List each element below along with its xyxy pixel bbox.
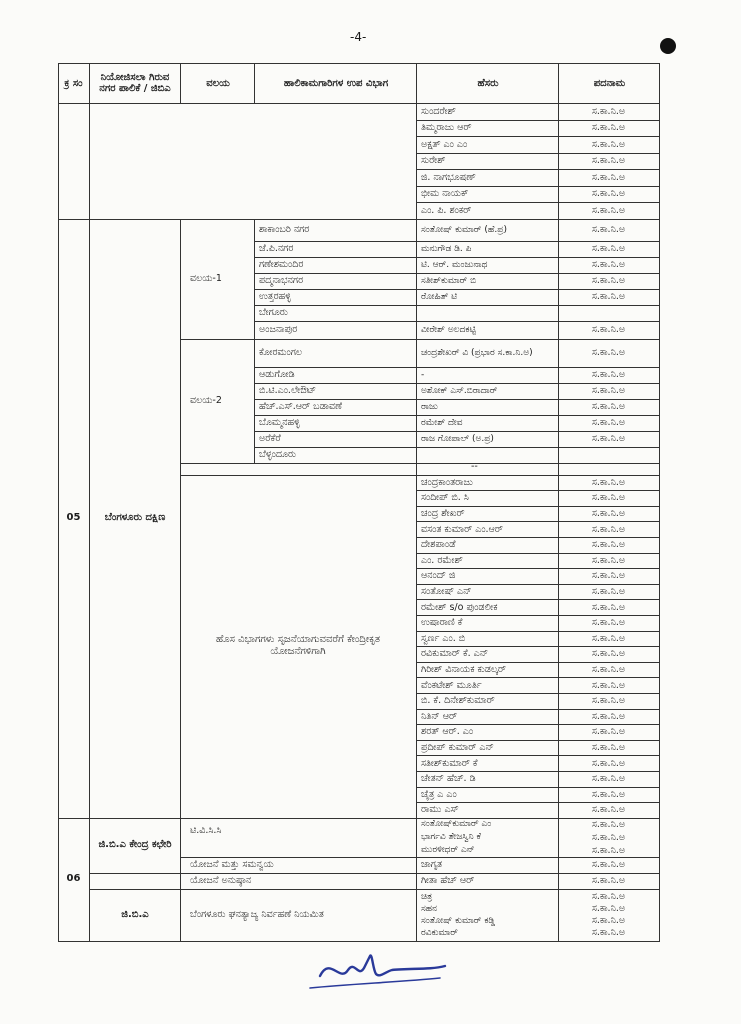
dashes-separator [471, 461, 501, 473]
name-cell [421, 415, 559, 431]
table-rule [254, 63, 255, 103]
name-cell-text: ಸುರೇಶ್ [421, 155, 446, 167]
table-rule [58, 63, 59, 942]
designation-cell-text: ಸ.ಕಾ.ನಿ.ಅ [591, 507, 626, 519]
name-cell-text: ಸುಂದರೇಶ್ [421, 105, 456, 117]
designation-cell [558, 662, 659, 678]
name-cell [421, 631, 559, 647]
name-cell-text: ಟಿ. ಆರ್. ಮಂಜುನಾಥ [421, 259, 488, 270]
assignment-table [58, 63, 659, 939]
designation-cell [558, 553, 659, 569]
name-cell-text: ಮುರಳೀಧರ್ ಎನ್ [421, 845, 475, 856]
designation-cell-text: ಸ.ಕಾ.ನಿ.ಅ [591, 617, 626, 629]
designation-cell [558, 755, 659, 771]
name-cell [421, 787, 559, 803]
name-cell [421, 219, 559, 241]
designation-cell [558, 103, 659, 120]
zone-2-label-text: ವಲಯ-2 [190, 395, 222, 406]
name-cell-text: ವಸಂತ ಕುಮಾರ್ ಎಂ.ಆರ್ [421, 523, 503, 535]
designation-cell-text: ಸ.ಕಾ.ನಿ.ಅ [591, 275, 626, 286]
designation-cell [558, 831, 659, 844]
designation-cell-text: ಸ.ಕಾ.ನಿ.ಅ [591, 915, 626, 927]
name-cell-text: ರಮೇಶ್ ದೇವ [421, 417, 463, 428]
subdivision-cell [259, 273, 414, 289]
name-cell-text: ಬಿ. ಕೆ. ದಿನೇಶ್‌ಕುಮಾರ್ [421, 695, 495, 707]
name-cell [421, 103, 559, 120]
designation-cell-text: ಸ.ಕಾ.ನಿ.ಅ [591, 347, 626, 358]
table-rule [416, 63, 417, 942]
name-cell [421, 273, 559, 289]
designation-cell-text: ಸ.ಕಾ.ನಿ.ಅ [591, 818, 626, 830]
designation-cell-text: ಸ.ಕಾ.ನಿ.ಅ [591, 539, 626, 551]
name-cell [421, 506, 559, 522]
designation-cell-text: ಸ.ಕಾ.ನಿ.ಅ [591, 554, 626, 566]
designation-cell-text: ಸ.ಕಾ.ನಿ.ಅ [591, 773, 626, 785]
name-cell-text: ಶರತ್ ಆರ್. ಎಂ [421, 726, 474, 738]
name-cell [421, 241, 559, 257]
designation-cell [558, 646, 659, 662]
designation-cell [558, 709, 659, 725]
subdivision-cell-text: ಶಾಕಾಂಬರಿ ನಗರ [259, 224, 310, 235]
name-cell-text: ಚಿತ್ರ [421, 891, 433, 902]
name-cell-text: ಸಂದೀಪ್ ಬಿ. ಸಿ [421, 492, 469, 504]
designation-cell [558, 891, 659, 903]
name-cell [421, 186, 559, 203]
designation-cell-text: ಸ.ಕಾ.ನಿ.ಅ [591, 417, 626, 428]
designation-cell [558, 289, 659, 305]
new-divisions-label [188, 475, 408, 818]
name-cell-text: ಸತೀಶ್‌ಕುಮಾರ್ ಕೆ [421, 757, 478, 769]
designation-cell-text: ಸ.ಕಾ.ನಿ.ಅ [591, 927, 626, 939]
name-cell-text: ರಾಜು [421, 401, 438, 412]
section-05-corporation-text: ಬೆಂಗಳೂರು ದಕ್ಷಿಣ [104, 512, 166, 524]
table-rule [659, 63, 660, 942]
name-cell-text: ಜಾಗೃತ [421, 859, 443, 871]
designation-cell-text: ಸ.ಕಾ.ನಿ.ಅ [591, 369, 626, 380]
designation-cell [558, 873, 659, 889]
designation-cell [558, 367, 659, 383]
header-name [418, 65, 558, 101]
designation-cell-text: ಸ.ಕಾ.ನಿ.ಅ [591, 259, 626, 270]
subdivision-cell-text: ಪದ್ಮನಾಭನಗರ [259, 275, 304, 286]
designation-cell [558, 771, 659, 787]
name-cell-text: ಸಹನ [421, 903, 438, 914]
name-cell [421, 599, 559, 615]
name-cell-text: ರಮೇಶ್ s/o ಪುಂಡಲೀಕ [421, 601, 498, 613]
section-05-number-text: 05 [66, 512, 81, 524]
designation-cell-text: ಸ.ಕಾ.ನಿ.ಅ [591, 204, 626, 216]
name-cell [421, 475, 559, 491]
name-cell [421, 662, 559, 678]
name-cell [421, 202, 559, 219]
designation-cell-text: ಸ.ಕಾ.ನಿ.ಅ [591, 570, 626, 582]
designation-cell-text: ಸ.ಕಾ.ನಿ.ಅ [591, 632, 626, 644]
name-cell [421, 693, 559, 709]
designation-cell [558, 219, 659, 241]
designation-cell [558, 787, 659, 803]
table-rule [89, 63, 90, 942]
name-cell [421, 709, 559, 725]
signature [300, 948, 450, 993]
name-cell-text: ಸ್ವರ್ಣ ಎಂ. ಬಿ [421, 632, 466, 644]
section-06-corporation-1-text: ಜಿ.ಬಿ.ಎ ಕೇಂದ್ರ ಕಛೇರಿ [98, 839, 172, 851]
designation-cell [558, 153, 659, 170]
designation-cell-text: ಸ.ಕಾ.ನಿ.ಅ [591, 601, 626, 613]
name-cell [421, 367, 559, 383]
new-divisions-label-text: ಹೊಸ ವಿಭಾಗಗಳು ಸೃಜನೆಯಾಗುವವರೆಗೆ ಕೇಂದ್ರೀಕೃತ ಯೋಜನೆಗಳಿಗಾಗಿ [215, 634, 381, 658]
name-cell-text: ಪ್ರದೀಪ್ ಕುಮಾರ್ ಎನ್ [421, 741, 494, 753]
tvcc-label-text: ಟಿ.ವಿ.ಸಿ.ಸಿ [190, 825, 222, 837]
designation-cell-text: ಸ.ಕಾ.ನಿ.ಅ [591, 492, 626, 504]
designation-cell-text: ಸ.ಕಾ.ನಿ.ಅ [591, 741, 626, 753]
designation-cell [558, 631, 659, 647]
name-cell-text: ಭಾರ್ಗವಿ ತೇಜಸ್ವಿನಿ ಕೆ [421, 832, 481, 843]
designation-cell-text: ಸ.ಕಾ.ನಿ.ಅ [591, 433, 626, 444]
name-cell-text: - [421, 369, 425, 380]
designation-cell [558, 915, 659, 927]
name-cell-text: ವೆಂಕಟೇಶ್ ಮೂರ್ತಿ [421, 679, 482, 691]
designation-cell-text: ಸ.ಕಾ.ನಿ.ಅ [591, 831, 626, 843]
name-cell-text: ಸತೀಶ್‌ಕುಮಾರ್ ಬಿ [421, 275, 477, 286]
subdivision-cell-text: ಜೆ.ಪಿ.ನಗರ [259, 243, 294, 254]
subdivision-cell [259, 305, 414, 321]
designation-cell [558, 802, 659, 818]
section-06-number [58, 818, 89, 941]
designation-cell [558, 202, 659, 219]
name-cell [421, 818, 559, 831]
subdivision-cell-text: ಬಿ.ಟಿ.ಎಂ.ಲೇಔಟ್ [259, 385, 317, 396]
header-name-text: ಹೆಸರು [477, 77, 499, 89]
name-cell [421, 339, 559, 367]
name-cell [421, 646, 559, 662]
name-cell-text: ರಾಜ ಗೋಪಾಲ್ (ಅ.ಪ್ರ) [421, 433, 494, 444]
designation-cell [558, 521, 659, 537]
name-cell [421, 169, 559, 186]
planning-label [190, 857, 420, 873]
name-cell [421, 399, 559, 415]
designation-cell [558, 740, 659, 756]
designation-cell-text: ಸ.ಕಾ.ನಿ.ಅ [591, 804, 626, 816]
designation-cell-text: ಸ.ಕಾ.ನಿ.ಅ [591, 188, 626, 200]
planning-label-text: ಯೋಜನೆ ಮತ್ತು ಸಮನ್ವಯ [190, 859, 274, 871]
designation-cell [558, 844, 659, 857]
name-cell-text: ಎಂ. ಪಿ. ಶಂಕರ್ [421, 204, 472, 216]
subdivision-cell-text: ಗಣೇಶಮಂದಿರ [259, 259, 304, 270]
name-cell [421, 857, 559, 873]
designation-cell [558, 273, 659, 289]
section-05-number [58, 219, 89, 818]
name-cell-text: ರವಿಕುಮಾರ್ ಕೆ. ಎನ್ [421, 648, 489, 660]
header-zone [182, 65, 254, 101]
header-subdivision-text: ಹಾಲಿಕಾಮಗಾರಿಗಳ ಉಪ ವಿಭಾಗ [283, 77, 389, 89]
table-rule [180, 63, 181, 103]
subdivision-cell [259, 383, 414, 399]
subdivision-cell [259, 415, 414, 431]
name-cell-text: ಸಂತೋಷ್‌ಕುಮಾರ್ ಎಂ [421, 819, 492, 830]
name-cell [421, 740, 559, 756]
designation-cell-text: ಸ.ಕಾ.ನಿ.ಅ [591, 224, 626, 235]
header-corporation-text: ನಿಯೋಜಿಸಲಾ ಗಿರುವ ನಗರ ಪಾಲಿಕೆ / ಜಿಬಿಎ [99, 72, 171, 94]
page-number: -4- [350, 30, 367, 44]
name-cell-text: ರೋಹಿತ್ ಟಿ [421, 291, 458, 302]
name-cell [421, 383, 559, 399]
table-rule [58, 941, 659, 942]
name-cell [421, 802, 559, 818]
tvcc-label [190, 818, 350, 844]
designation-cell-text: ಸ.ಕಾ.ನಿ.ಅ [591, 138, 626, 150]
designation-cell [558, 693, 659, 709]
name-cell [421, 584, 559, 600]
section-06-corporation-2 [93, 889, 177, 941]
designation-cell-text: ಸ.ಕಾ.ನಿ.ಅ [591, 523, 626, 535]
designation-cell [558, 568, 659, 584]
name-cell [421, 136, 559, 153]
name-cell-text: ಅಕ್ಷತ್ ಎಂ ಎಂ [421, 138, 468, 150]
name-cell-text: ಸಂತೋಷ್ ಎನ್ [421, 585, 472, 597]
name-cell-text: ಚಂದ್ರಶೇಖರ್ ವಿ (ಪ್ರಭಾರ ಸ.ಕಾ.ನಿ.ಅ) [421, 347, 533, 358]
subdivision-cell [259, 339, 414, 367]
header-designation-text: ಪದನಾಮ [593, 77, 626, 89]
designation-cell-text: ಸ.ಕಾ.ನಿ.ಅ [591, 663, 626, 675]
header-sl-no [60, 65, 87, 101]
name-cell-text: ಚೈತ್ರ ಎ ಎಂ [421, 788, 457, 800]
name-cell-text: ನಿತಿನ್ ಆರ್ [421, 710, 458, 722]
name-cell [421, 321, 559, 339]
designation-cell-text: ಸ.ಕಾ.ನಿ.ಅ [591, 695, 626, 707]
name-cell [421, 891, 559, 903]
designation-cell-text: ಸ.ಕಾ.ನಿ.ಅ [591, 903, 626, 915]
name-cell-text: ಅಶೋಕ್ ಎಸ್.ಬಿರಾದಾರ್ [421, 385, 498, 396]
subdivision-cell-text: ಹೆಚ್.ಎಸ್.ಆರ್ ಬಡಾವಣೆ [259, 401, 343, 412]
designation-cell-text: ಸ.ಕಾ.ನಿ.ಅ [591, 476, 626, 488]
subdivision-cell-text: ಕೋರಮಂಗಲ [259, 347, 303, 358]
punch-hole-mark [660, 38, 676, 54]
designation-cell [558, 383, 659, 399]
designation-cell-text: ಸ.ಕಾ.ನಿ.ಅ [591, 171, 626, 183]
name-cell-text: ರವಿಕುಮಾರ್ [421, 927, 458, 938]
subdivision-cell [259, 447, 414, 463]
zone-2-label [190, 339, 260, 463]
designation-cell-text: ಸ.ಕಾ.ನಿ.ಅ [591, 875, 626, 887]
name-cell [421, 120, 559, 137]
subdivision-cell [259, 257, 414, 273]
name-cell [421, 771, 559, 787]
name-cell [421, 431, 559, 447]
designation-cell-text: ಸ.ಕಾ.ನಿ.ಅ [591, 585, 626, 597]
name-cell [421, 831, 559, 844]
designation-cell [558, 537, 659, 553]
name-cell [421, 153, 559, 170]
section-06-corporation-2-text: ಜಿ.ಬಿ.ಎ [121, 908, 149, 920]
designation-cell [558, 169, 659, 186]
designation-cell [558, 506, 659, 522]
designation-cell-text: ಸ.ಕಾ.ನಿ.ಅ [591, 859, 626, 871]
designation-cell [558, 599, 659, 615]
designation-cell-text: ಸ.ಕಾ.ನಿ.ಅ [591, 324, 626, 335]
header-zone-text: ವಲಯ [206, 77, 230, 89]
name-cell-text: ರಾಮು ಎಸ್ [421, 804, 459, 816]
name-cell-text: ಮನುಗೌಡ ಡಿ. ಪಿ [421, 243, 472, 254]
designation-cell-text: ಸ.ಕಾ.ನಿ.ಅ [591, 243, 626, 254]
designation-cell [558, 490, 659, 506]
designation-cell [558, 857, 659, 873]
name-cell-text: ತಿಮ್ಮರಾಜು ಆರ್ [421, 122, 472, 134]
subdivision-cell-text: ಉತ್ತರಹಳ್ಳಿ [259, 291, 292, 302]
designation-cell [558, 903, 659, 915]
name-cell-text: ಜಿ. ನಾಗಭೂಷಣ್ [421, 171, 476, 183]
name-cell-text: ಗಿರೀಶ್ ವಿನಾಯಕ ಕುಡಲ್ಕರ್ [421, 663, 506, 675]
name-cell [421, 553, 559, 569]
name-cell-text: ಚಂದ್ರ ಶೇಖರ್ [421, 507, 465, 519]
subdivision-cell-text: ಅರೆಕೆರೆ [259, 433, 281, 444]
designation-cell-text: ಸ.ಕಾ.ನಿ.ಅ [591, 401, 626, 412]
designation-cell-text: ಸ.ಕಾ.ನಿ.ಅ [591, 844, 626, 856]
subdivision-cell [259, 241, 414, 257]
subdivision-cell [259, 219, 414, 241]
designation-cell-text: ಸ.ಕಾ.ನಿ.ಅ [591, 122, 626, 134]
plan-impl-label-text: ಯೋಜನೆ ಅನುಷ್ಠಾನ [190, 875, 252, 887]
name-cell [421, 903, 559, 915]
designation-cell [558, 927, 659, 939]
dashes-separator-text: -- [471, 461, 478, 472]
section-06-corporation-1 [93, 818, 177, 873]
designation-cell [558, 818, 659, 831]
subdivision-cell [259, 321, 414, 339]
table-rule [180, 463, 659, 464]
name-cell-text: ಸಂತೋಷ್ ಕುಮಾರ್ ಕಡ್ಡಿ [421, 915, 496, 926]
name-cell [421, 755, 559, 771]
designation-cell-text: ಸ.ಕಾ.ನಿ.ಅ [591, 710, 626, 722]
name-cell-text: ವೀರೇಶ್ ಅಲದಕಟ್ಟಿ [421, 324, 476, 335]
name-cell-text: ಎಂ. ರಮೇಶ್ [421, 554, 463, 566]
name-cell-text: ದೇಶಪಾಂಡೆ [421, 539, 456, 551]
designation-cell-text: ಸ.ಕಾ.ನಿ.ಅ [591, 291, 626, 302]
designation-cell-text: ಸ.ಕಾ.ನಿ.ಅ [591, 648, 626, 660]
designation-cell [558, 321, 659, 339]
designation-cell [558, 186, 659, 203]
table-rule [180, 219, 181, 942]
name-cell [421, 257, 559, 273]
header-subdivision [256, 65, 416, 101]
designation-cell [558, 475, 659, 491]
name-cell [421, 915, 559, 927]
name-cell-text: ಭೀಮ ನಾಯಕ್ [421, 188, 469, 200]
table-rule [558, 63, 559, 942]
designation-cell-text: ಸ.ಕಾ.ನಿ.ಅ [591, 891, 626, 903]
designation-cell [558, 724, 659, 740]
name-cell-text: ಉಷಾರಾಣಿ ಕೆ [421, 617, 463, 629]
name-cell-text: ಚಂದ್ರಕಾಂತರಾಜು [421, 476, 473, 488]
name-cell [421, 289, 559, 305]
name-cell-text: ಸಂತೋಷ್ ಕುಮಾರ್ (ಹೆ.ಪ್ರ) [421, 224, 507, 235]
name-cell [421, 521, 559, 537]
designation-cell [558, 615, 659, 631]
designation-cell [558, 431, 659, 447]
designation-cell [558, 257, 659, 273]
header-designation [560, 65, 659, 101]
name-cell [421, 490, 559, 506]
name-cell [421, 537, 559, 553]
designation-cell [558, 677, 659, 693]
name-cell [421, 677, 559, 693]
name-cell [421, 305, 559, 321]
name-cell [421, 844, 559, 857]
name-cell [421, 873, 559, 889]
name-cell-text: ಚೇತನ್ ಹೆಚ್. ಡಿ [421, 773, 476, 785]
designation-cell [558, 136, 659, 153]
designation-cell-text: ಸ.ಕಾ.ನಿ.ಅ [591, 788, 626, 800]
designation-cell-text: ಸ.ಕಾ.ನಿ.ಅ [591, 105, 626, 117]
name-cell-text: ಆನಂದ್ ಜಿ [421, 570, 456, 582]
bswml-label [190, 889, 420, 941]
designation-cell [558, 120, 659, 137]
name-cell [421, 927, 559, 939]
header-sl-no-text: ಕ್ರ ಸಂ [64, 77, 83, 89]
subdivision-cell [259, 367, 414, 383]
name-cell [421, 724, 559, 740]
subdivision-cell-text: ಬೆಳ್ಳಂದೂರು [259, 449, 297, 460]
designation-cell-text: ಸ.ಕಾ.ನಿ.ಅ [591, 757, 626, 769]
subdivision-cell-text: ಆಡುಗೋಡಿ [259, 369, 295, 380]
designation-cell [558, 339, 659, 367]
designation-cell-text: ಸ.ಕಾ.ನಿ.ಅ [591, 155, 626, 167]
plan-impl-label [190, 873, 420, 889]
table-rule [254, 219, 255, 463]
section-05-corporation [93, 219, 177, 818]
subdivision-cell [259, 399, 414, 415]
designation-cell-text: ಸ.ಕಾ.ನಿ.ಅ [591, 385, 626, 396]
subdivision-cell-text: ಬೊಮ್ಮನಹಳ್ಳಿ [259, 417, 300, 428]
designation-cell [558, 399, 659, 415]
header-corporation [91, 65, 179, 101]
designation-cell-text: ಸ.ಕಾ.ನಿ.ಅ [591, 679, 626, 691]
zone-1-label-text: ವಲಯ-1 [190, 273, 222, 284]
subdivision-cell-text: ಬೇಗೂರು [259, 307, 288, 318]
name-cell [421, 615, 559, 631]
designation-cell [558, 241, 659, 257]
subdivision-cell [259, 431, 414, 447]
name-cell [421, 568, 559, 584]
zone-1-label [190, 219, 260, 339]
table-rule [58, 63, 659, 64]
subdivision-cell-text: ಅಂಜನಾಪುರ [259, 324, 298, 335]
designation-cell [558, 584, 659, 600]
bswml-label-text: ಬೆಂಗಳೂರು ಘನತ್ಯಾಜ್ಯ ನಿರ್ವಹಣೆ ನಿಯಮಿತ [190, 909, 324, 921]
section-06-number-text: 06 [66, 873, 81, 885]
name-cell-text: ಗೀತಾ ಹೆಚ್ ಆರ್ [421, 875, 475, 887]
designation-cell-text: ಸ.ಕಾ.ನಿ.ಅ [591, 726, 626, 738]
designation-cell [558, 415, 659, 431]
subdivision-cell [259, 289, 414, 305]
